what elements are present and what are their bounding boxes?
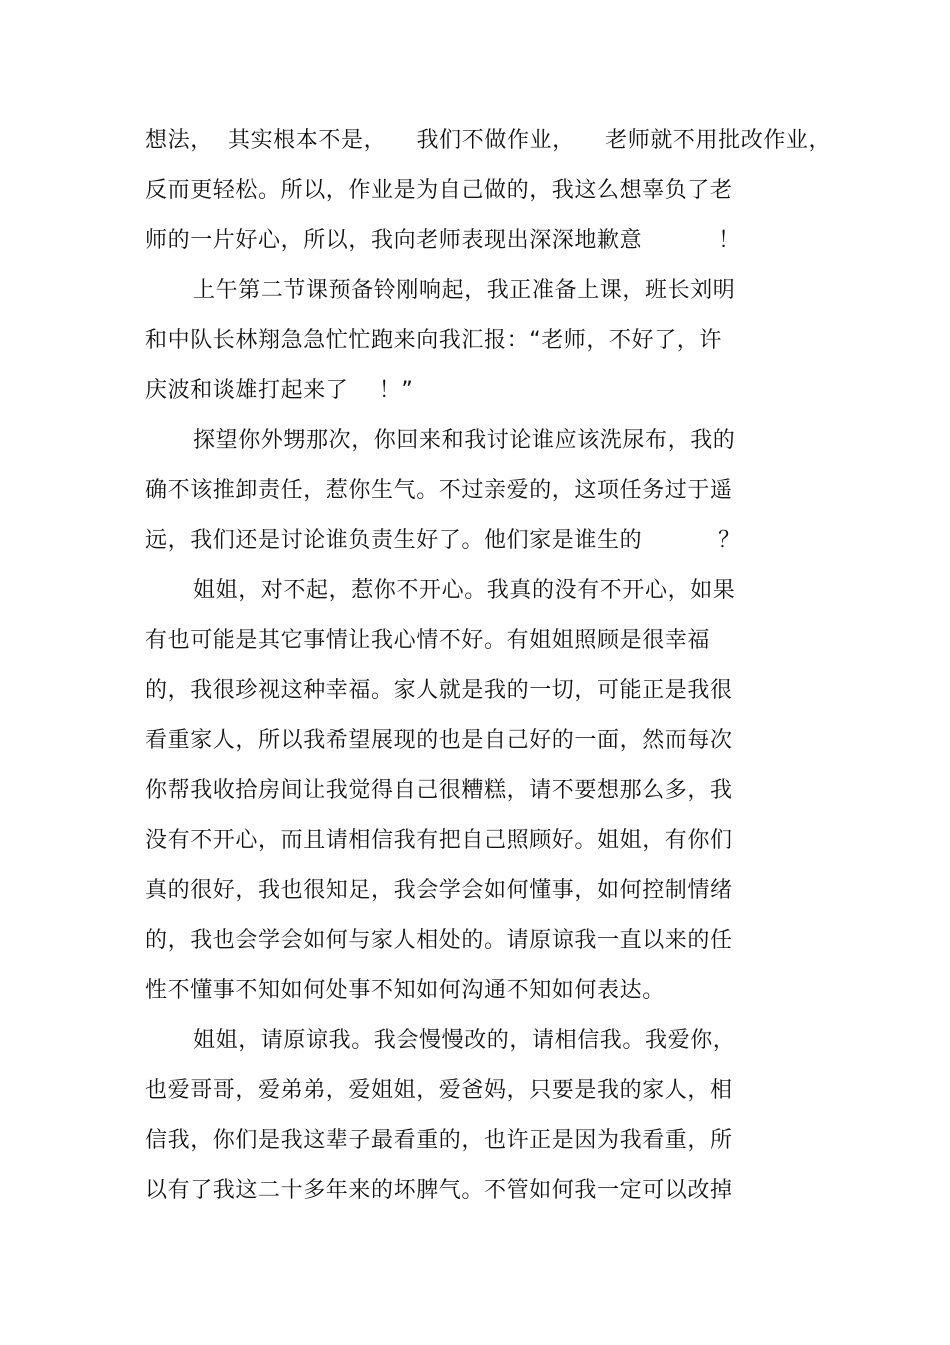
text-line: 的，我也会学会如何与家人相处的。请原谅我一直以来的任 xyxy=(145,928,733,953)
paragraph-first-line: 姐姐，请原谅我。我会慢慢改的，请相信我。我爱你， xyxy=(193,1028,736,1053)
text-line: 想法， 其实根本不是， 我们不做作业， 老师就不用批改作业， xyxy=(145,128,832,153)
paragraph-first-line: 探望你外甥那次，你回来和我讨论谁应该洗尿布，我的 xyxy=(193,428,736,453)
text-line: 和中队长林翔急急忙忙跑来向我汇报：“老师，不好了，许 xyxy=(145,328,722,353)
text-line: 反而更轻松。所以，作业是为自己做的，我这么想辜负了老 xyxy=(145,178,733,203)
text-line: 没有不开心，而且请相信我有把自己照顾好。姐姐，有你们 xyxy=(145,828,733,853)
text-line: 以有了我这二十多年来的坏脾气。不管如何我一定可以改掉 xyxy=(145,1178,733,1203)
text-line: 真的很好，我也很知足，我会学会如何懂事，如何控制情绪 xyxy=(145,878,733,903)
paragraph-first-line: 姐姐，对不起，惹你不开心。我真的没有不开心，如果 xyxy=(193,578,736,603)
text-line: 远，我们还是讨论谁负责生好了。他们家是谁生的 ？ xyxy=(145,528,741,553)
text-line: 确不该推卸责任，惹你生气。不过亲爱的，这项任务过于遥 xyxy=(145,478,733,503)
text-line: 信我，你们是我这辈子最看重的，也许正是因为我看重，所 xyxy=(145,1128,733,1153)
text-line: 的，我很珍视这种幸福。家人就是我的一切，可能正是我很 xyxy=(145,678,733,703)
paragraph-first-line: 上午第二节课预备铃刚响起，我正准备上课，班长刘明 xyxy=(193,278,736,303)
text-line: 看重家人，所以我希望展现的也是自己好的一面，然而每次 xyxy=(145,728,733,753)
text-line: 师的一片好心，所以，我向老师表现出深深地歉意 ！ xyxy=(145,228,741,253)
text-line: 庆波和谈雄打起来了 ！” xyxy=(145,378,414,403)
text-line: 也爱哥哥，爱弟弟，爱姐姐，爱爸妈，只要是我的家人，相 xyxy=(145,1078,733,1103)
text-line: 性不懂事不知如何处事不知如何沟通不知如何表达。 xyxy=(145,978,665,1003)
text-line: 有也可能是其它事情让我心情不好。有姐姐照顾是很幸福 xyxy=(145,628,711,653)
text-line: 你帮我收拾房间让我觉得自己很糟糕，请不要想那么多，我 xyxy=(145,778,733,803)
